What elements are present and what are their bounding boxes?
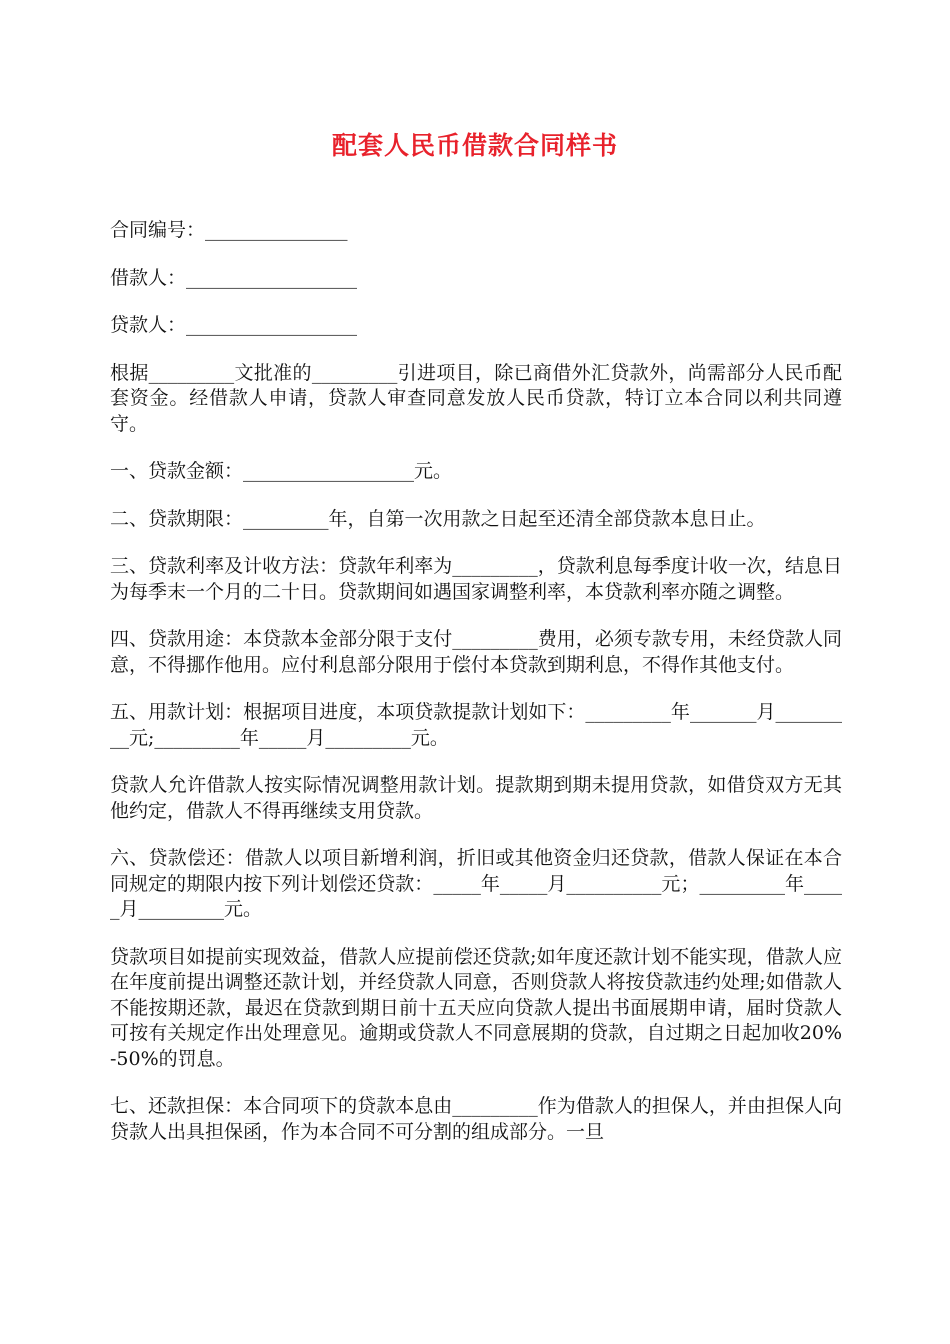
borrower-field: 借款人：__________________ xyxy=(110,266,358,289)
clause-loan-purpose: 四、贷款用途：本贷款本金部分限于支付_________费用，必须专款专用，未经贷款人同意，不得挪作他用。应付利息部分限用于偿付本贷款到期利息，不得作其他支付。 xyxy=(110,628,842,676)
preamble-paragraph: 根据_________文批准的_________引进项目，除已商借外汇贷款外，尚需部分人民币配套资金。经借款人申请，贷款人审查同意发放人民币贷款，特订立本合同以利共同遵守。 xyxy=(110,361,842,435)
repayment-details-paragraph: 贷款项目如提前实现效益，借款人应提前偿还贷款;如年度还款计划不能实现，借款人应在年度前提出调整还款计划，并经贷款人同意，否则贷款人将按贷款违约处理;如借款人不能按期还款，最迟在贷款到期日前十五天应向贷款人提出书面展期申请，届时贷款人可按有关规定作出处理意见。逾期或贷款人不同意展期的贷款，自过期之日起加收20%-50%的罚息。 xyxy=(110,945,842,1070)
contract-number-field: 合同编号：_______________ xyxy=(110,219,348,241)
clause-loan-amount: 一、贷款金额：__________________元。 xyxy=(110,460,453,482)
lender-field: 贷款人：__________________ xyxy=(110,314,358,336)
document-title: 配套人民币借款合同样书 xyxy=(331,131,618,160)
drawdown-adjustment-paragraph: 贷款人允许借款人按实际情况调整用款计划。提款期到期未提用贷款，如借贷双方无其他约定，借款人不得再继续支用贷款。 xyxy=(110,774,842,822)
clause-guarantee: 七、还款担保：本合同项下的贷款本息由_________作为借款人的担保人，并由担保人向贷款人出具担保函，作为本合同不可分割的组成部分。一旦 xyxy=(110,1095,842,1143)
clause-repayment: 六、贷款偿还：借款人以项目新增利润，折旧或其他资金归还贷款，借款人保证在本合同规定的期限内按下列计划偿还贷款：_____年_____月__________元；_________年_____月_________元。 xyxy=(110,847,842,920)
document-body xyxy=(110,218,842,1167)
clause-loan-term: 二、贷款期限：_________年，自第一次用款之日起至还清全部贷款本息日止。 xyxy=(110,507,766,530)
clause-interest-rate: 三、贷款利率及计收方法：贷款年利率为_________，贷款利息每季度计收一次，结息日为每季末一个月的二十日。贷款期间如遇国家调整利率，本贷款利率亦随之调整。 xyxy=(110,555,842,603)
clause-drawdown-plan: 五、用款计划：根据项目进度，本项贷款提款计划如下：_________年_______月_________元;_________年_____月_________元。 xyxy=(110,701,842,749)
